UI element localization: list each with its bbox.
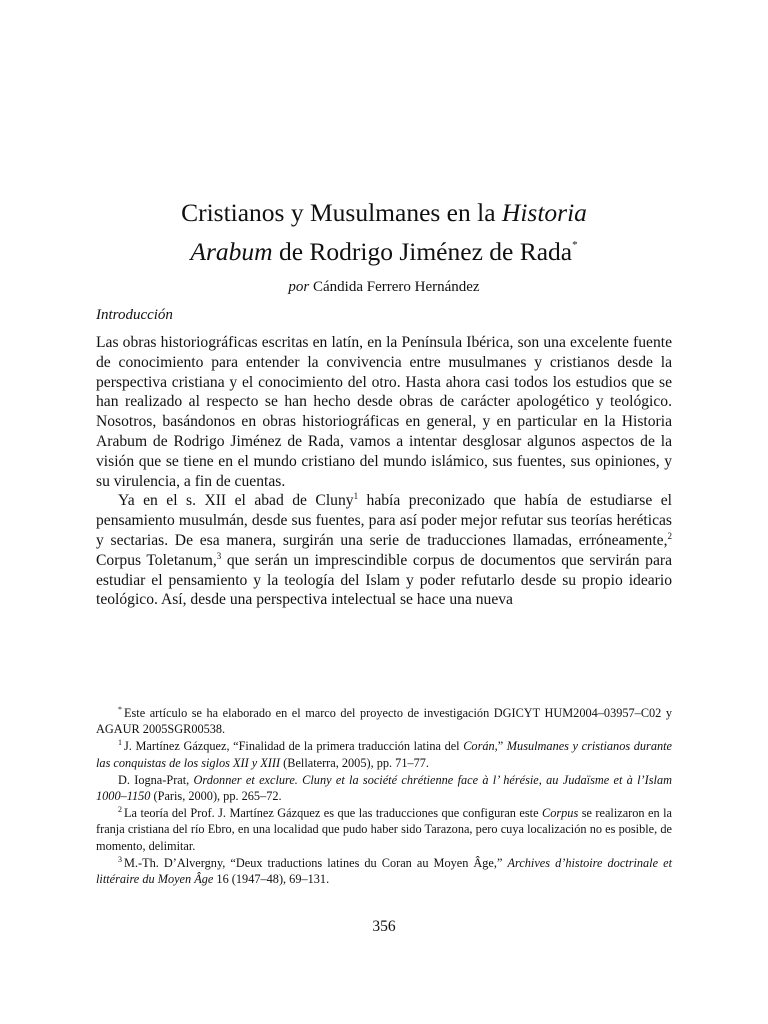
body-text: [96, 333, 672, 610]
footnote-text: (Bellaterra, 2005), pp. 71–77.: [280, 755, 429, 770]
footnote-text: se realizaron en la franja cristiana del río Ebro, en una localidad que pudo haber sido Tarazona, pero cuya localización no es posible, de momento, delimitar.: [96, 806, 672, 853]
article-title: [96, 196, 672, 268]
footnote-mark: *: [118, 705, 122, 714]
author-name: Cándida Ferrero Hernández: [309, 279, 480, 295]
title-text: Cristianos y Musulmanes en la: [181, 198, 502, 227]
footnote-2: [96, 805, 672, 854]
author-byline: [96, 277, 672, 297]
byline-por: por: [288, 279, 310, 295]
footnote-text: La teoría del Prof. J. Martínez Gázquez es que las traducciones que configuran este: [124, 806, 543, 821]
footnote-ref: 1: [353, 491, 359, 502]
footnote-text: Este artículo se ha elaborado en el marco del proyecto de investigación DGICYT HUM2004–03957–C02 y AGAUR 2005SGR00538.: [96, 706, 672, 737]
section-heading: Introducción: [96, 307, 173, 323]
footnote-text: M.-Th. D’Alvergny, “Deux traductions latines du Coran au Moyen Âge,”: [124, 855, 508, 870]
footnote-3: [96, 855, 672, 887]
footnote-ref: 2: [667, 530, 672, 541]
paragraph: [96, 491, 672, 610]
footnote-italic: Archives d’histoire doctrinale et littéraire du Moyen Âge: [96, 855, 672, 887]
footnote-italic: Musulmanes y cristianos durante las conquistas de los siglos XII y XIII: [96, 739, 672, 770]
title-text-rest: de Rodrigo Jiménez de Rada: [272, 237, 573, 266]
paragraph-text: Ya en el s. XII el abad de Cluny: [118, 492, 354, 510]
footnote-star: [96, 705, 672, 737]
footnote-text: 16 (1947–48), 69–131.: [213, 872, 330, 887]
footnote-1-continued: [96, 772, 672, 804]
footnote-italic: Corpus: [542, 806, 579, 821]
footnote-mark: 2: [118, 805, 122, 815]
title-italic-historia: Historia: [501, 198, 587, 227]
footnote-ref: 3: [216, 550, 222, 561]
title-italic-arabum: Arabum: [190, 237, 273, 266]
page-number: 356: [372, 918, 396, 935]
title-footnote-mark: *: [572, 239, 578, 251]
footnote-italic: Corán,: [463, 739, 498, 754]
footnote-1: [96, 738, 672, 770]
paragraph-text: Corpus Toletanum,: [96, 551, 217, 569]
footnote-text: (Paris, 2000), pp. 265–72.: [150, 789, 282, 804]
footnote-text: J. Martínez Gázquez, “Finalidad de la primera traducción latina del: [124, 739, 464, 754]
footnote-mark: 1: [118, 738, 122, 748]
paragraph-text: que serán un imprescindible corpus de documentos que servirán para estudiar el pensamiento y la teología del Islam y poder refutarlo desde su propio ideario teológico. Así, desde una perspectiva intelectual se hace una nueva: [96, 551, 673, 609]
footnotes: [96, 705, 672, 888]
paragraph-text: había preconizado que había de estudiarse el pensamiento musulmán, desde sus fuentes, para así poder mejor refutar sus teorías heréticas y sectarias. De esa manera, surgirán una serie de traducciones llamadas, erróneamente,: [96, 492, 672, 549]
footnote-text: ”: [497, 739, 507, 754]
paragraph: Las obras historiográficas escritas en latín, en la Península Ibérica, son una excelente fuente de conocimiento para entender la convivencia entre musulmanes y cristianos desde la perspectiva cristiana y el conocimiento del otro. Hasta ahora casi todos los estudios que se han realizado al respecto se han hecho desde obras de carácter apologético y teológico. Nosotros, basándonos en obras historiográficas en general, y en particular en la Historia Arabum de Rodrigo Jiménez de Rada, vamos a intentar desglosar algunos aspectos de la visión que se tiene en el mundo cristiano del mundo islámico, sus fuentes, sus opiniones, y su virulencia, a fin de cuentas.: [96, 334, 672, 490]
footnote-italic: Ordonner et exclure. Cluny et la société chrétienne face à l’ hérésie, au Judaïsme et à l’Islam 1000–1150: [96, 772, 672, 804]
footnote-mark: 3: [118, 854, 122, 864]
footnote-text: D. Iogna-Prat,: [118, 772, 194, 787]
